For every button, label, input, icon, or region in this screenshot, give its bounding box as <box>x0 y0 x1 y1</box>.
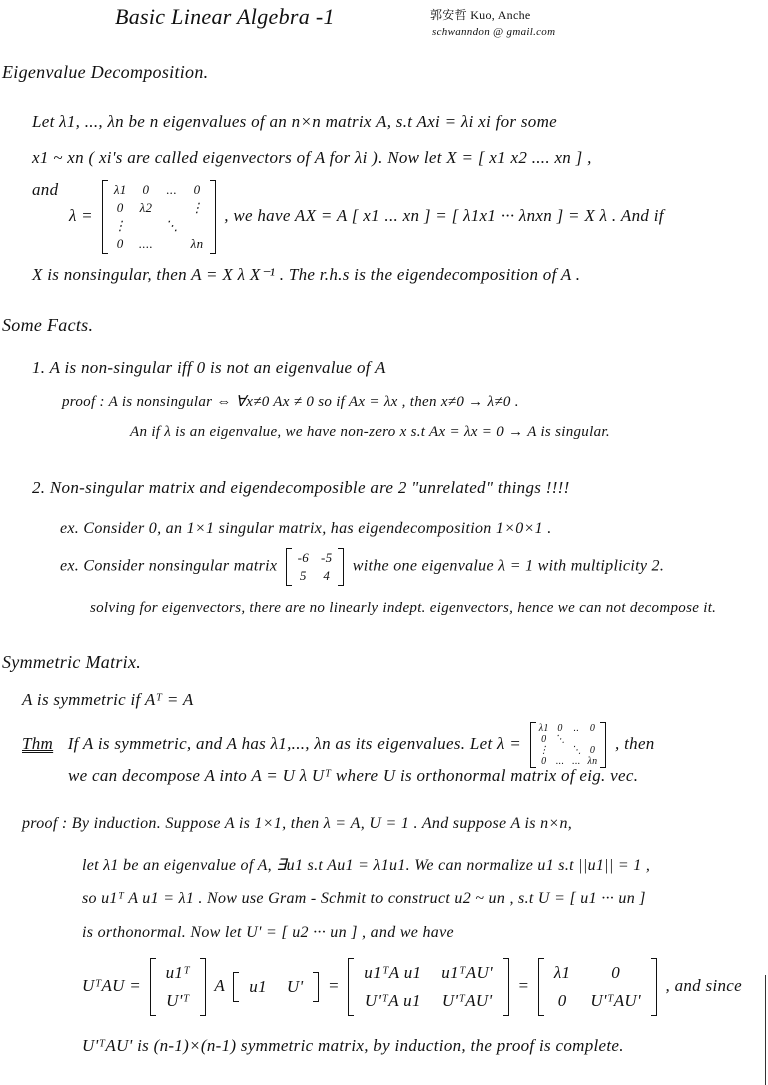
matrix-cell: 0 <box>541 756 547 767</box>
theorem <box>22 722 655 768</box>
proof-line: let λ1 be an eigenvalue of A, ∃u1 s.t Au1 = λ1u1. We can normalize u1 s.t ||u1|| = 1 , <box>82 857 651 874</box>
proof-line: is orthonormal. Now let U' = [ u2 ··· un ] , and we have <box>82 924 454 941</box>
matrix-cell: ⋱ <box>571 745 582 756</box>
matrix-cell: 0 <box>116 200 124 215</box>
matrix-cell: -6 <box>297 550 310 565</box>
matrix-cell: 0 <box>589 745 596 756</box>
matrix-cell: ... <box>166 182 178 197</box>
matrix-cell: λ2 <box>139 200 153 215</box>
matrix-cell: ⋱ <box>165 218 179 233</box>
lambda-matrix <box>102 180 216 254</box>
matrix-cell: λ1 <box>553 963 571 982</box>
page-edge-divider <box>765 975 766 1085</box>
matrix-cell <box>585 734 601 745</box>
matrix-u-transpose <box>150 958 206 1016</box>
matrix-cell: ⋮ <box>538 745 549 756</box>
matrix-row <box>544 959 651 987</box>
matrix-cell <box>159 235 184 253</box>
matrix-cell: 0 <box>589 723 596 734</box>
equation-tail: , and since <box>665 975 742 995</box>
matrix-cell <box>568 734 584 745</box>
matrix-row <box>108 235 210 253</box>
example-2 <box>60 548 664 586</box>
matrix-cell: λn <box>190 236 204 251</box>
matrix-cell: 0 <box>193 182 201 197</box>
section-heading-facts: Some Facts. <box>2 315 94 335</box>
matrix-cell: u1 <box>249 977 267 996</box>
matrix-cell: 0 <box>557 991 567 1010</box>
symmetric-definition: A is symmetric if Aᵀ = A <box>22 690 194 709</box>
matrix-cell: 0 <box>611 963 621 982</box>
matrix-row <box>292 567 339 585</box>
matrix-row <box>156 959 200 987</box>
matrix-cell: ... <box>555 756 565 767</box>
block-equation <box>82 958 742 1016</box>
matrix-cell: 4 <box>323 568 331 583</box>
author-name: 郭安哲 Kuo, Anche <box>430 8 531 22</box>
fact-1-proof-line: An if λ is an eigenvalue, we have non-zero x s.t Ax = λx = 0 → A is singular. <box>130 424 610 440</box>
example-2-conclusion: solving for eigenvectors, there are no linearly indept. eigenvectors, hence we can not decompose it. <box>90 600 717 616</box>
text-and: and <box>32 180 59 199</box>
theorem-then: , then <box>615 733 655 753</box>
matrix-cell: ⋮ <box>113 218 127 233</box>
theorem-line-2: we can decompose A into A = U λ Uᵀ where U is orthonormal matrix of eig. vec. <box>68 766 639 785</box>
theorem-text: If A is symmetric, and A has λ1,..., λn as its eigenvalues. Let λ = <box>67 733 522 753</box>
matrix-cell: u1ᵀ <box>165 963 191 982</box>
matrix-block-product <box>348 958 509 1016</box>
text-line: Let λ1, ..., λn be n eigenvalues of an n×n matrix A, s.t Axi = λi xi for some <box>32 112 558 131</box>
matrix-cell: U' <box>286 977 304 996</box>
matrix-cell: λ1 <box>538 723 549 734</box>
matrix-row <box>354 987 503 1015</box>
author-email: schwanndon @ gmail.com <box>432 26 556 38</box>
matrix-row <box>108 181 210 199</box>
matrix-cell: -5 <box>321 550 333 565</box>
matrix-cell <box>159 199 184 217</box>
diagonal-matrix <box>530 722 607 768</box>
matrix-cell: 5 <box>299 568 307 583</box>
matrix-row <box>536 734 601 745</box>
matrix-cell: u1ᵀA u1 <box>364 963 422 982</box>
matrix-cell: U'ᵀAU' <box>441 991 493 1010</box>
text-we-have: , we have AX = A [ x1 ... xn ] = [ λ1x1 ··· λnxn ] = X λ . And if <box>224 205 664 225</box>
matrix-cell: λ1 <box>113 182 127 197</box>
matrix-cell: 0 <box>557 723 563 734</box>
matrix-row <box>536 745 601 756</box>
matrix-cell: ⋱ <box>554 734 566 745</box>
matrix-cell: u1ᵀAU' <box>441 963 493 982</box>
matrix-cell: 0 <box>116 236 124 251</box>
text-line <box>32 180 664 254</box>
matrix-cell: U'ᵀ <box>166 991 190 1010</box>
section-heading-eigen: Eigenvalue Decomposition. <box>2 62 209 82</box>
document-title: Basic Linear Algebra -1 <box>115 4 335 29</box>
matrix-row <box>536 723 601 734</box>
fact-2: 2. Non-singular matrix and eigendecomposible are 2 "unrelated" things !!!! <box>32 478 570 497</box>
equation-a: A <box>214 975 225 995</box>
matrix-cell: 0 <box>541 734 547 745</box>
matrix-cell: U'ᵀAU' <box>590 991 641 1010</box>
section-heading-symmetric: Symmetric Matrix. <box>2 652 142 672</box>
matrix-cell: U'ᵀA u1 <box>364 991 421 1010</box>
matrix-cell: .... <box>138 236 154 251</box>
matrix-cell: λn <box>587 756 598 767</box>
fact-1-proof-line: proof : A is nonsingular ⇔ ∀x≠0 Ax ≠ 0 so if Ax = λx , then x≠0 → λ≠0 . <box>62 394 519 410</box>
matrix-u <box>233 972 319 1002</box>
matrix-cell: ... <box>572 756 581 767</box>
proof-line: so u1ᵀ A u1 = λ1 . Now use Gram - Schmit to construct u2 ~ un , s.t U = [ u1 ··· un ] <box>82 890 646 907</box>
matrix-row <box>544 987 651 1015</box>
matrix-cell <box>133 217 159 235</box>
matrix-cell <box>552 745 568 756</box>
matrix-block-result <box>538 958 657 1016</box>
equation-lhs: UᵀAU = <box>82 975 142 995</box>
text-line: x1 ~ xn ( xi's are called eigenvectors of A for λi ). Now let X = [ x1 x2 .... xn ] , <box>32 148 592 167</box>
fact-1: 1. A is non-singular iff 0 is not an eigenvalue of A <box>32 358 386 377</box>
text-line: X is nonsingular, then A = X λ X⁻¹ . The r.h.s is the eigendecomposition of A . <box>32 265 581 284</box>
matrix-row <box>108 217 210 235</box>
proof-line: proof : By induction. Suppose A is 1×1, then λ = A, U = 1 . And suppose A is n×n, <box>22 815 573 832</box>
example-matrix <box>286 548 345 586</box>
matrix-row <box>108 199 210 217</box>
matrix-cell: 0 <box>142 182 150 197</box>
proof-conclusion: U'ᵀAU' is (n-1)×(n-1) symmetric matrix, by induction, the proof is complete. <box>82 1036 624 1055</box>
matrix-cell: ⋮ <box>190 200 204 215</box>
matrix-cell: .. <box>573 723 580 734</box>
example-1: ex. Consider 0, an 1×1 singular matrix, has eigendecomposition 1×0×1 . <box>60 520 552 537</box>
theorem-label: Thm <box>22 733 54 753</box>
equals-sign: = <box>517 975 530 995</box>
matrix-cell <box>184 217 209 235</box>
matrix-row <box>292 549 339 567</box>
matrix-row <box>354 959 503 987</box>
matrix-row <box>156 987 200 1015</box>
equals-sign: = <box>327 975 340 995</box>
matrix-row <box>239 973 313 1001</box>
example-2-text: ex. Consider nonsingular matrix <box>60 557 278 575</box>
lambda-label: λ = <box>68 205 93 225</box>
example-2-text: withe one eigenvalue λ = 1 with multiplicity 2. <box>352 557 665 575</box>
